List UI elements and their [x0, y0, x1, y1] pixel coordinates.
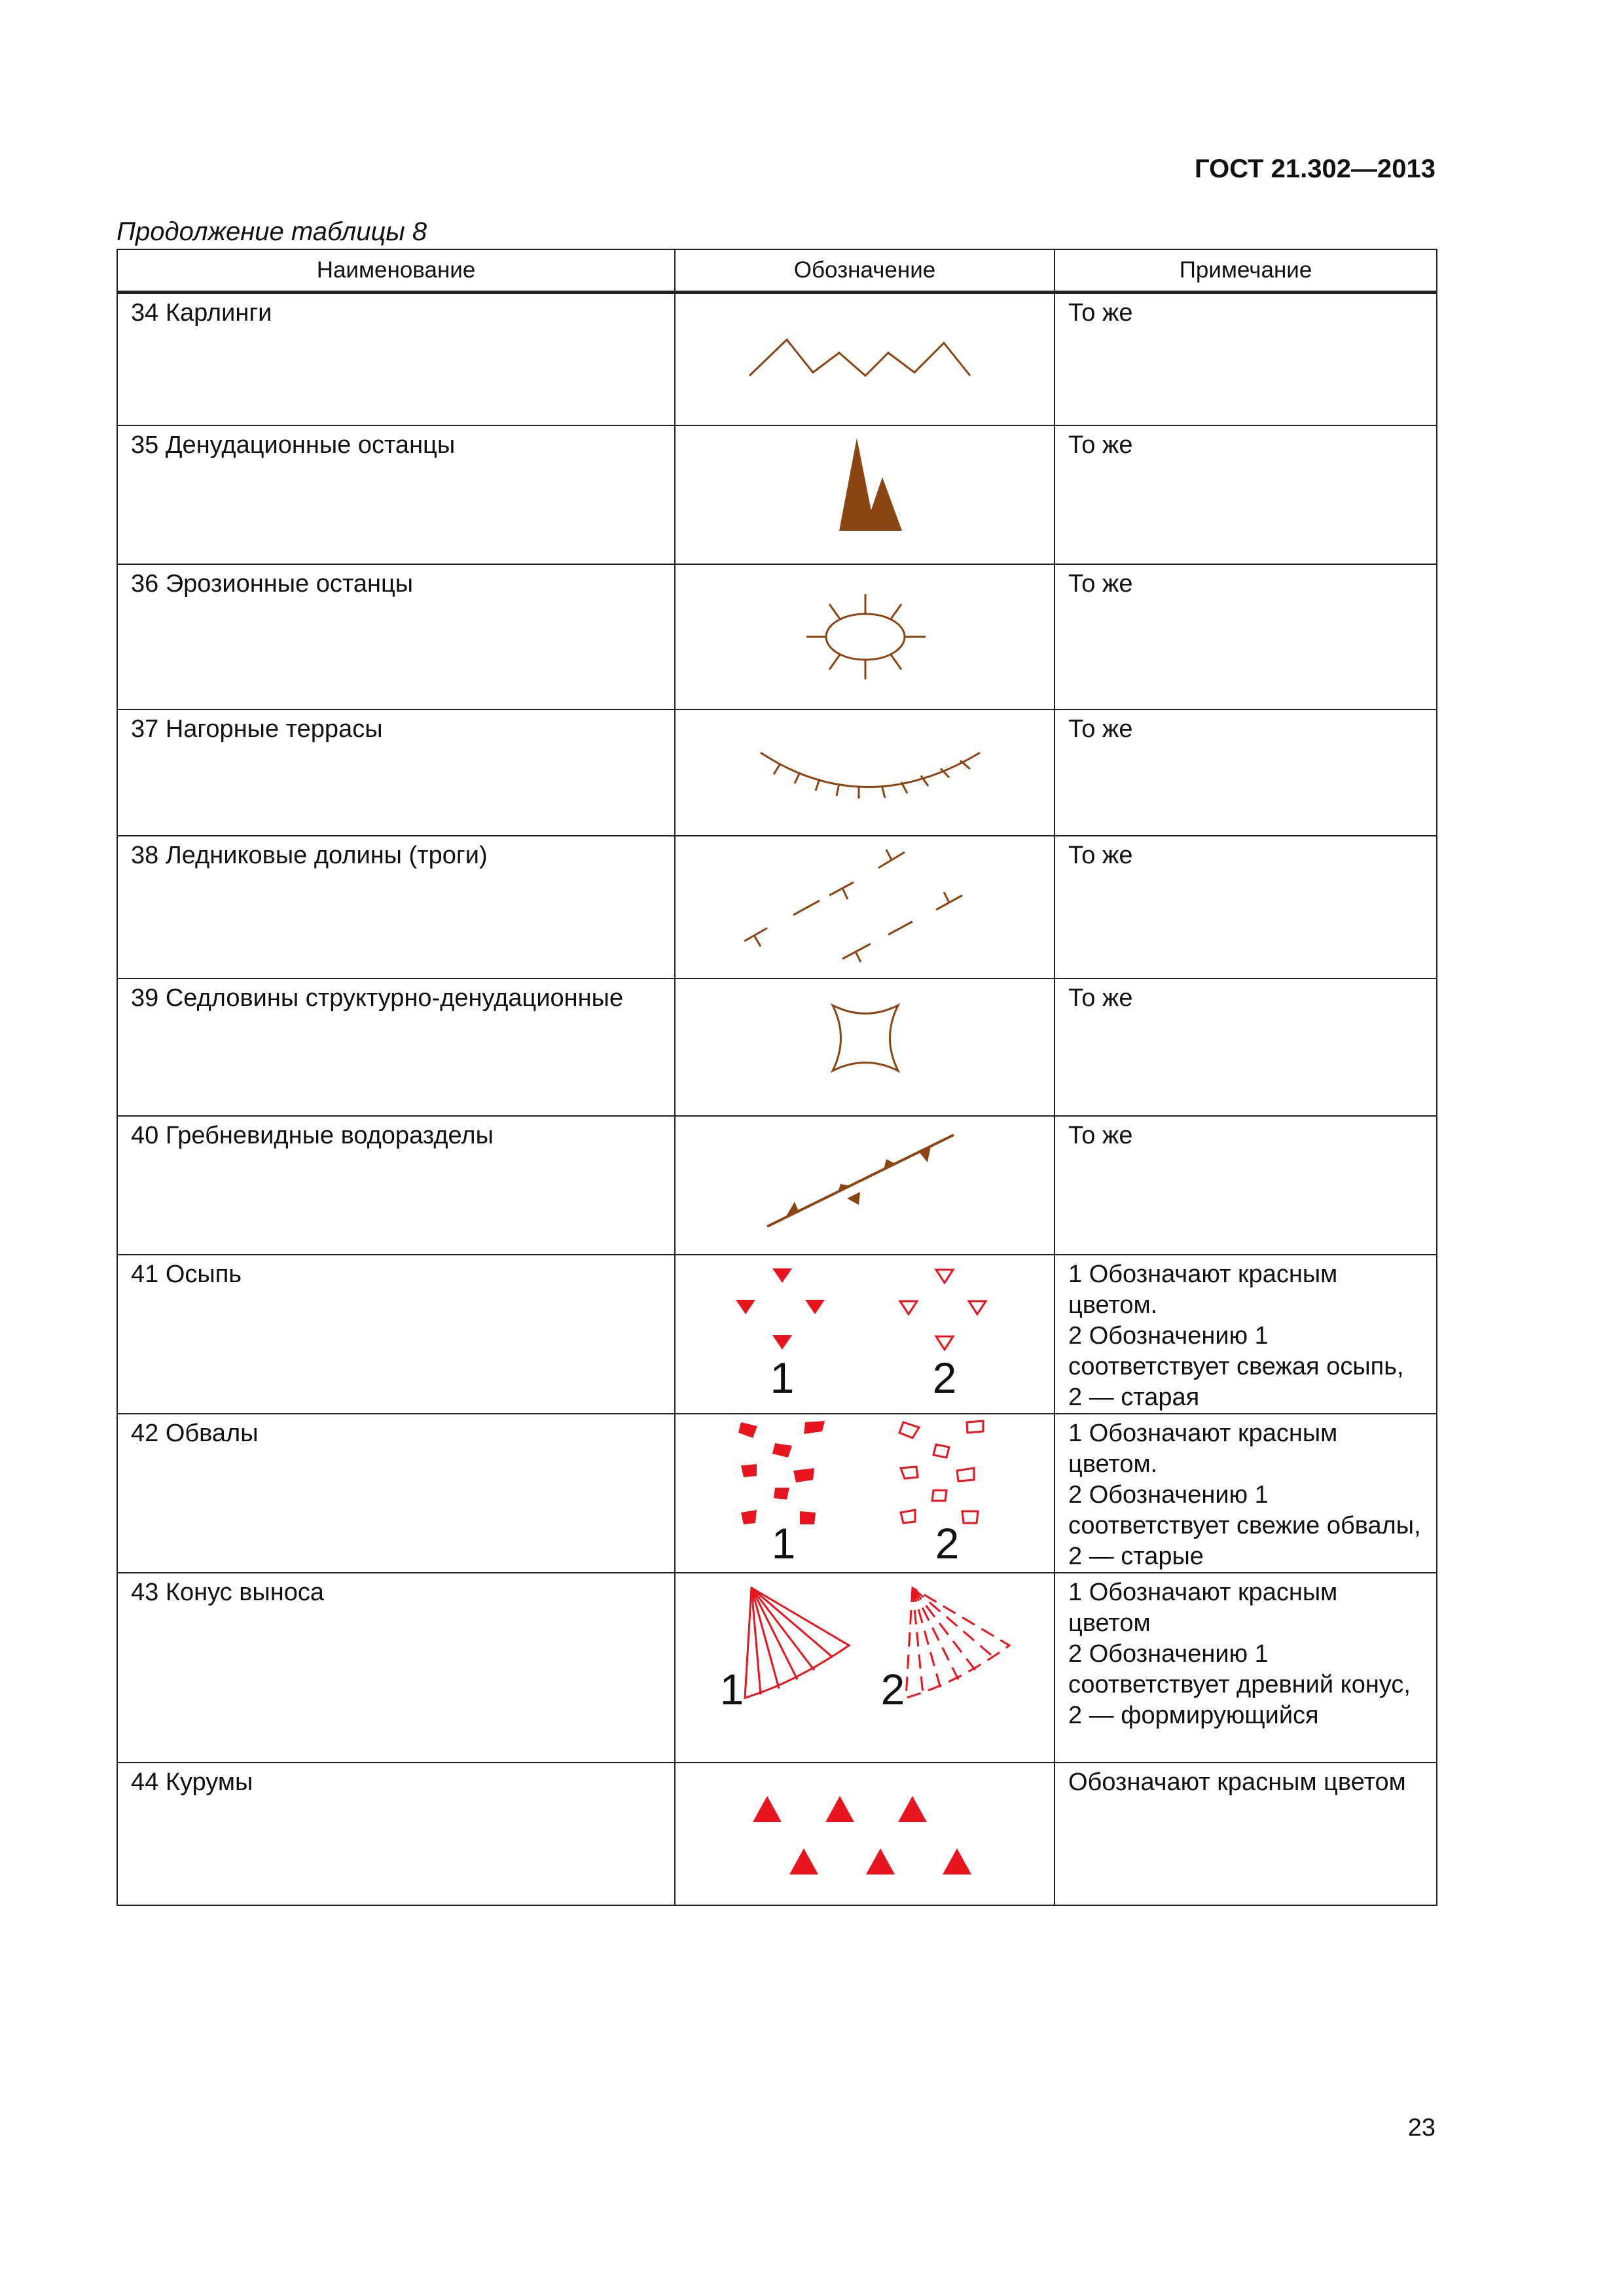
table-header-row [117, 249, 1437, 293]
table-row [117, 564, 1437, 709]
table-row [117, 425, 1437, 564]
row-note: То же [1055, 978, 1437, 1116]
scree-label-2: 2 [932, 1354, 957, 1402]
row-symbol [675, 1255, 1055, 1414]
scree-label-1: 1 [770, 1354, 795, 1402]
row-note: То же [1055, 425, 1437, 564]
row-name: 44 Курумы [117, 1763, 675, 1905]
saddle-icon [676, 979, 1055, 1115]
row-name: 40 Гребневидные водоразделы [117, 1116, 675, 1255]
row-name: 34 Карлинги [117, 293, 675, 426]
column-header-note: Примечание [1055, 249, 1437, 293]
row-symbol [675, 1573, 1055, 1763]
table-row [117, 978, 1437, 1116]
row-symbol [675, 978, 1055, 1116]
row-note: Обозначают красным цветом [1055, 1763, 1437, 1905]
column-header-name: Наименование [117, 249, 675, 293]
fan-label-1: 1 [719, 1665, 744, 1713]
row-note: 1 Обозначают красным цветом 2 Обозначению 1 соответствует древний конус, 2 — формирующийся [1055, 1573, 1437, 1763]
rockfall-icon [676, 1414, 1055, 1571]
upland-terraces-icon [676, 710, 1055, 834]
row-name: 37 Нагорные террасы [117, 709, 675, 836]
row-name: 41 Осыпь [117, 1255, 675, 1414]
row-symbol [675, 836, 1055, 978]
row-symbol [675, 709, 1055, 836]
row-note: То же [1055, 293, 1437, 426]
row-note: То же [1055, 1116, 1437, 1255]
column-header-symbol: Обозначение [675, 249, 1055, 293]
row-symbol [675, 1763, 1055, 1905]
table-row [117, 1255, 1437, 1414]
karling-symbol-icon [676, 294, 1055, 425]
document-header-standard: ГОСТ 21.302—2013 [1194, 154, 1435, 183]
table-row [117, 1414, 1437, 1573]
symbols-table [117, 249, 1437, 1906]
scree-icon [676, 1255, 1055, 1412]
alluvial-fan-icon [676, 1573, 1055, 1762]
table-row [117, 709, 1437, 836]
row-name: 35 Денудационные останцы [117, 425, 675, 564]
table-row [117, 1116, 1437, 1255]
row-note: То же [1055, 564, 1437, 709]
erosion-remnants-icon [676, 565, 1055, 709]
row-symbol [675, 564, 1055, 709]
kurums-icon [676, 1763, 1055, 1905]
row-note: 1 Обозначают красным цветом. 2 Обозначению 1 соответствует свежая осыпь, 2 — старая [1055, 1255, 1437, 1414]
rockfall-label-1: 1 [771, 1519, 796, 1568]
table-row [117, 293, 1437, 426]
row-name: 43 Конус выноса [117, 1573, 675, 1763]
denudation-remnants-icon [676, 426, 1055, 564]
row-symbol [675, 293, 1055, 426]
row-name: 39 Седловины структурно-денудационные [117, 978, 675, 1116]
page-number: 23 [1407, 2114, 1435, 2142]
row-name: 38 Ледниковые долины (троги) [117, 836, 675, 978]
table-row [117, 836, 1437, 978]
row-symbol [675, 425, 1055, 564]
row-name: 36 Эрозионные останцы [117, 564, 675, 709]
row-note: 1 Обозначают красным цветом. 2 Обозначению 1 соответствует свежие обвалы, 2 — старые [1055, 1414, 1437, 1573]
table-row [117, 1763, 1437, 1905]
row-symbol [675, 1414, 1055, 1573]
table-row [117, 1573, 1437, 1763]
row-symbol [675, 1116, 1055, 1255]
rockfall-label-2: 2 [935, 1519, 960, 1568]
row-name: 42 Обвалы [117, 1414, 675, 1573]
table-caption: Продолжение таблицы 8 [117, 217, 427, 246]
row-note: То же [1055, 709, 1437, 836]
row-note: То же [1055, 836, 1437, 978]
ridge-watershed-icon [676, 1117, 1055, 1254]
glacial-troughs-icon [676, 836, 1055, 978]
fan-label-2: 2 [880, 1665, 905, 1713]
